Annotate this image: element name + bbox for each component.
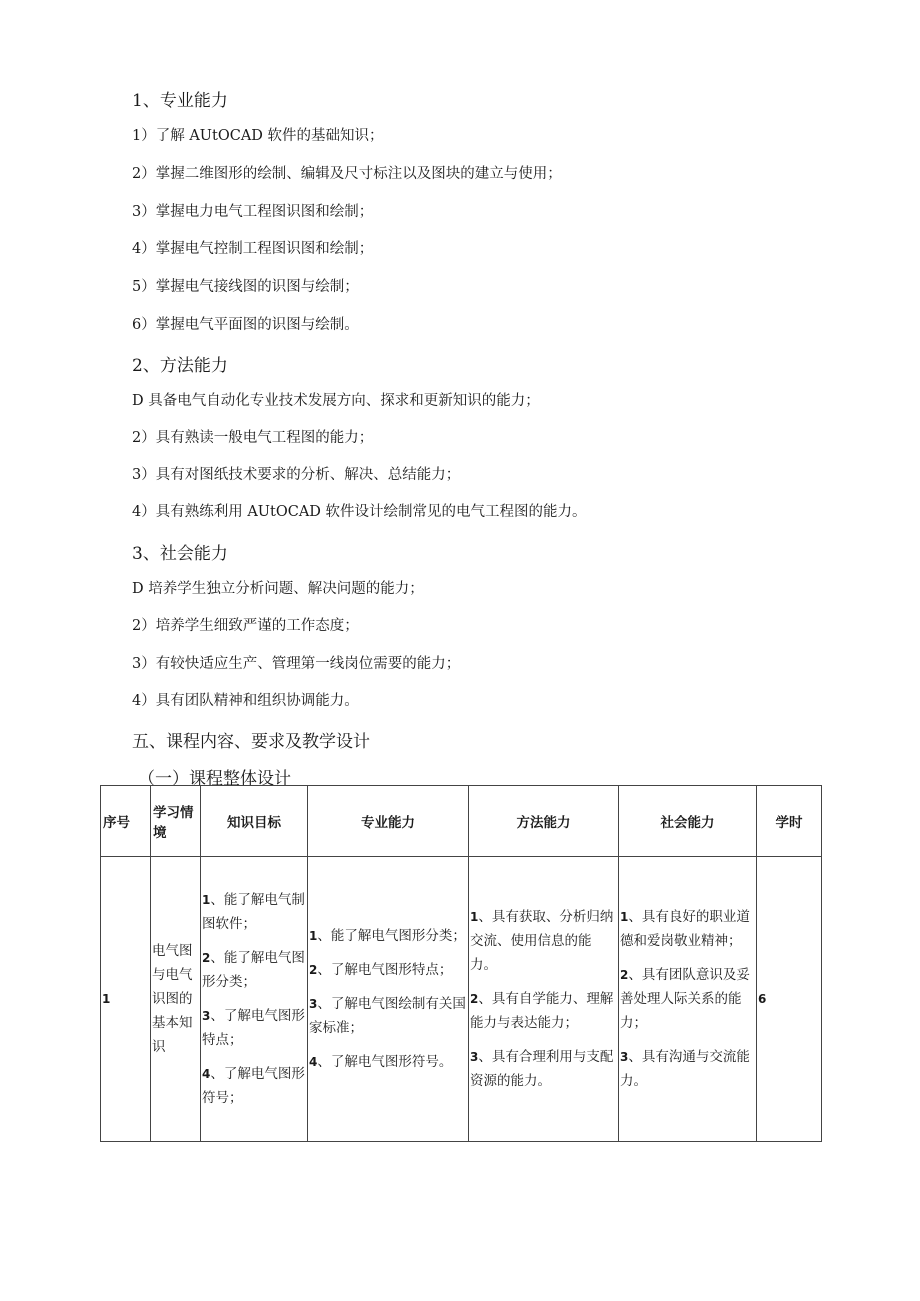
professional-cell-item: 4、了解电气图形符号。	[309, 1054, 453, 1070]
professional-item-1: 1）了解 AUtOCAD 软件的基础知识；	[132, 128, 384, 144]
header-knowledge: 知识目标	[201, 786, 308, 857]
professional-cell-item: 1、能了解电气图形分类；	[309, 928, 466, 944]
section-method-title: 2、方法能力	[132, 356, 228, 376]
knowledge-item: 2、能了解电气图形分类；	[202, 950, 305, 990]
professional-item-3: 3）掌握电力电气工程图识图和绘制；	[132, 204, 374, 220]
method-item-3: 3）具有对图纸技术要求的分析、解决、总结能力；	[132, 467, 461, 483]
table-header-row	[101, 786, 822, 857]
header-method: 方法能力	[469, 786, 619, 857]
subsection-title: （一）课程整体设计	[138, 769, 291, 789]
header-no: 序号	[101, 786, 151, 857]
course-design-table	[100, 785, 822, 1142]
knowledge-item: 3、了解电气图形特点；	[202, 1008, 305, 1048]
cell-professional	[308, 857, 469, 1142]
method-cell-item: 2、具有自学能力、理解能力与表达能力；	[470, 991, 614, 1031]
professional-item-2: 2）掌握二维图形的绘制、编辑及尺寸标注以及图块的建立与使用；	[132, 166, 562, 182]
social-item-1: D 培养学生独立分析问题、解决问题的能力；	[132, 581, 424, 597]
table-row	[101, 857, 822, 1142]
professional-cell-item: 3、了解电气图绘制有关国家标准；	[309, 996, 466, 1036]
social-cell-item: 2、具有团队意识及妥善处理人际关系的能力；	[620, 967, 750, 1031]
social-item-3: 3）有较快适应生产、管理第一线岗位需要的能力；	[132, 656, 461, 672]
social-cell-item: 3、具有沟通与交流能力。	[620, 1049, 750, 1089]
professional-item-4: 4）掌握电气控制工程图识图和绘制；	[132, 241, 374, 257]
method-cell-item: 1、具有获取、分析归纳交流、使用信息的能力。	[470, 909, 614, 973]
cell-method	[469, 857, 619, 1142]
cell-knowledge	[201, 857, 308, 1142]
method-item-2: 2）具有熟读一般电气工程图的能力；	[132, 430, 374, 446]
header-situation: 学习情境	[151, 786, 201, 857]
method-cell-item: 3、具有合理利用与支配资源的能力。	[470, 1049, 614, 1089]
method-item-1: D 具备电气自动化专业技术发展方向、探求和更新知识的能力；	[132, 393, 540, 409]
section-social-title: 3、社会能力	[132, 544, 228, 564]
social-item-4: 4）具有团队精神和组织协调能力。	[132, 693, 359, 709]
knowledge-item: 4、了解电气图形符号；	[202, 1066, 305, 1106]
cell-no: 1	[101, 857, 151, 1142]
section-five-title: 五、课程内容、要求及教学设计	[132, 732, 370, 752]
header-hours: 学时	[757, 786, 822, 857]
header-social: 社会能力	[619, 786, 757, 857]
professional-item-5: 5）掌握电气接线图的识图与绘制；	[132, 279, 359, 295]
cell-hours: 6	[757, 857, 822, 1142]
knowledge-item: 1、能了解电气制图软件；	[202, 892, 305, 932]
social-cell-item: 1、具有良好的职业道德和爱岗敬业精神；	[620, 909, 750, 949]
social-item-2: 2）培养学生细致严谨的工作态度；	[132, 618, 359, 634]
professional-item-6: 6）掌握电气平面图的识图与绘制。	[132, 317, 359, 333]
method-item-4: 4）具有熟练利用 AUtOCAD 软件设计绘制常见的电气工程图的能力。	[132, 504, 587, 520]
cell-situation: 电气图与电气识图的基本知识	[151, 857, 201, 1142]
section-professional-title: 1、专业能力	[132, 91, 228, 111]
professional-cell-item: 2、了解电气图形特点；	[309, 962, 453, 978]
cell-social	[619, 857, 757, 1142]
header-professional: 专业能力	[308, 786, 469, 857]
